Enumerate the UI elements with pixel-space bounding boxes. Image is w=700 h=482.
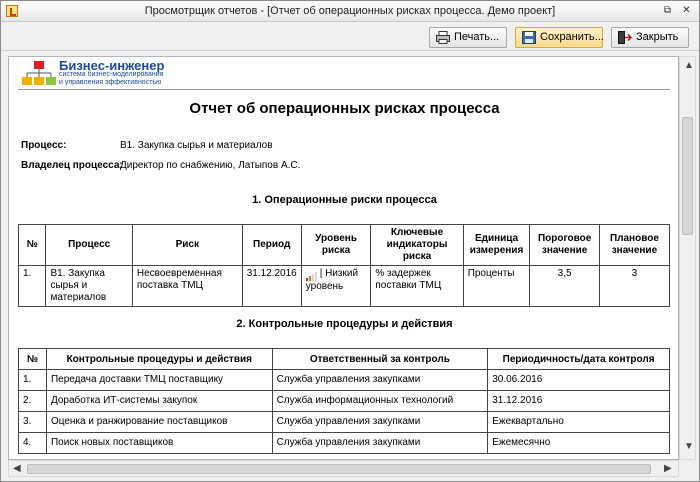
col-header: Плановое значение <box>599 225 669 266</box>
signal-bar <box>312 274 314 281</box>
title-bar <box>1 1 699 22</box>
close-icon[interactable]: ✕ <box>682 5 691 16</box>
brand-tagline-line2: и управления эффективностью <box>59 79 162 86</box>
col-header: Процесс <box>46 225 132 266</box>
signal-bar <box>315 272 317 281</box>
printer-icon <box>436 31 450 44</box>
period-cell: 30.06.2016 <box>488 370 670 391</box>
num-cell: 2. <box>19 391 47 412</box>
num-cell: 1. <box>19 370 47 391</box>
col-header: Ключевые индикаторы риска <box>371 225 463 266</box>
process-cell: В1. Закупка сырья и материалов <box>46 266 132 307</box>
period-cell: Ежеквартально <box>488 412 670 433</box>
table-row <box>19 433 670 454</box>
risk-level-cell <box>301 266 371 307</box>
owner-cell: Служба управления закупками <box>272 433 488 454</box>
print-button-label: Печать... <box>454 31 500 43</box>
col-header: Период <box>242 225 301 266</box>
col-header: Единица измерения <box>463 225 530 266</box>
header-divider <box>18 89 670 90</box>
col-header: № <box>19 349 47 370</box>
brand-name: Бизнес-инженер <box>59 58 165 73</box>
risk-cell: Несвоевременная поставка ТМЦ <box>132 266 242 307</box>
window-title: Просмотрщик отчетов - [Отчет об операционных рисках процесса. Демо проект] <box>144 5 556 17</box>
owner-cell: Служба управления закупками <box>272 370 488 391</box>
col-header: Уровень риска <box>301 225 371 266</box>
process-label: Процесс: <box>21 140 67 151</box>
owner-cell: Служба управления закупками <box>272 412 488 433</box>
section1-title: 1. Операционные риски процесса <box>252 194 437 206</box>
procedure-cell: Оценка и ранжирование поставщиков <box>46 412 272 433</box>
section2-title: 2. Контрольные процедуры и действия <box>236 318 453 330</box>
procedure-cell: Поиск новых поставщиков <box>46 433 272 454</box>
table-row <box>19 370 670 391</box>
col-header: № <box>19 225 46 266</box>
vertical-scrollbar[interactable] <box>679 56 696 460</box>
brand-tagline-line1: система бизнес-моделирования <box>59 71 164 78</box>
scroll-right-icon[interactable]: ▶ <box>664 463 672 474</box>
col-header: Риск <box>132 225 242 266</box>
scroll-down-icon[interactable]: ▼ <box>684 441 694 452</box>
business-engineer-logo <box>21 60 57 86</box>
period-cell: Ежемесячно <box>488 433 670 454</box>
period-cell: 31.12.2016 <box>488 391 670 412</box>
risks-table <box>18 224 670 307</box>
brand-tagline <box>59 71 219 87</box>
col-header: Ответственный за контроль <box>272 349 488 370</box>
risk-level-text: | Низкий уровень <box>305 268 359 292</box>
period-cell: 31.12.2016 <box>242 266 301 307</box>
scroll-up-icon[interactable]: ▲ <box>684 60 694 71</box>
report-title: Отчет об операционных рисках процесса <box>189 100 500 117</box>
risks-table-header <box>19 225 670 266</box>
num-cell: 4. <box>19 433 47 454</box>
num-cell: 3. <box>19 412 47 433</box>
owner-cell: Служба информационных технологий <box>272 391 488 412</box>
restore-icon[interactable]: ⧉ <box>663 5 672 16</box>
scroll-left-icon[interactable]: ◀ <box>13 463 21 474</box>
exit-door-icon <box>618 31 632 44</box>
col-header: Контрольные процедуры и действия <box>46 349 272 370</box>
report-document <box>8 56 679 460</box>
print-button[interactable] <box>429 27 507 48</box>
procedure-cell: Передача доставки ТМЦ поставщику <box>46 370 272 391</box>
save-icon <box>522 31 536 44</box>
table-row <box>19 391 670 412</box>
toolbar <box>1 23 699 51</box>
row-number: 1. <box>19 266 46 307</box>
vertical-scroll-thumb[interactable] <box>682 117 693 235</box>
process-value: В1. Закупка сырья и материалов <box>120 140 273 151</box>
controls-table-header <box>19 349 670 370</box>
procedure-cell: Доработка ИТ-системы закупок <box>46 391 272 412</box>
controls-table <box>18 348 670 454</box>
owner-value: Директор по снабжению, Латыпов А.С. <box>120 160 301 171</box>
col-header: Периодичность/дата контроля <box>488 349 670 370</box>
signal-level-icon <box>306 269 318 281</box>
unit-cell: Проценты <box>463 266 530 307</box>
horizontal-scroll-thumb[interactable] <box>27 464 651 474</box>
save-button-label: Сохранить... <box>540 31 604 43</box>
threshold-cell: 3,5 <box>530 266 599 307</box>
owner-label: Владелец процесса: <box>21 160 123 171</box>
horizontal-scrollbar[interactable] <box>8 460 679 477</box>
close-button[interactable] <box>611 27 689 48</box>
save-button[interactable] <box>515 27 603 48</box>
close-button-label: Закрыть <box>636 31 679 43</box>
indicator-cell: % задержек поставки ТМЦ <box>371 266 463 307</box>
col-header: Пороговое значение <box>530 225 599 266</box>
table-row <box>19 266 670 307</box>
planned-cell: 3 <box>599 266 669 307</box>
table-row <box>19 412 670 433</box>
